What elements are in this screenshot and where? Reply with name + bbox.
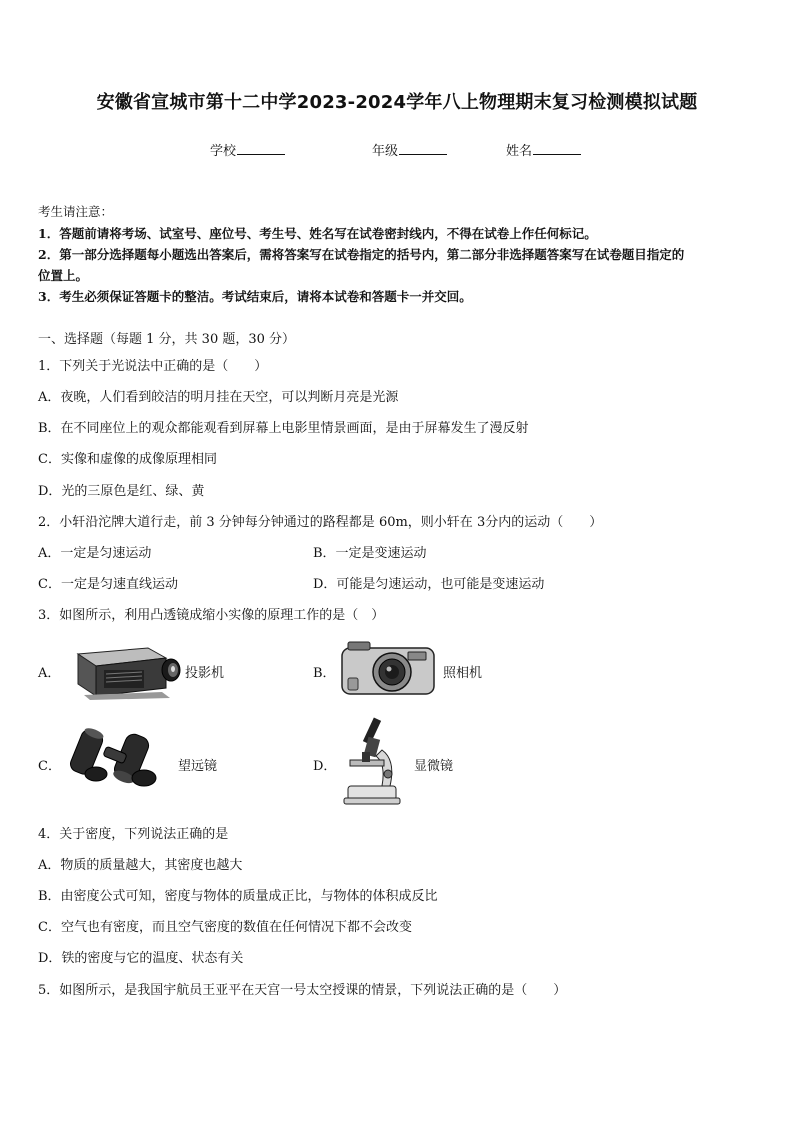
name-label: 姓名 <box>506 144 533 159</box>
q3-option-b-letter: B． <box>313 666 336 681</box>
q2-stem: 2．小轩沿沱牌大道行走，前 3 分钟每分钟通过的路程都是 60m，则小轩在 3分内的运动（ ） <box>38 515 603 530</box>
q1-option-c: C．实像和虚像的成像原理相同 <box>38 452 217 467</box>
name-blank <box>533 142 581 155</box>
q1-stem: 1．下列关于光说法中正确的是（ ） <box>38 359 268 374</box>
camera-image <box>338 638 438 696</box>
note-item-1: 1．答题前请将考场、试室号、座位号、考生号、姓名写在试卷密封线内，不得在试卷上作任何标记。 <box>38 226 597 241</box>
page-title: 安徽省宣城市第十二中学2023-2024学年八上物理期末复习检测模拟试题 <box>96 92 698 113</box>
school-field <box>210 140 285 159</box>
projector-image <box>70 640 185 700</box>
q3-option-c-label: 望远镜 <box>178 759 218 774</box>
q5-stem: 5．如图所示，是我国宇航员王亚平在天宫一号太空授课的情景，下列说法正确的是（ ） <box>38 983 567 998</box>
q3-option-b-label: 照相机 <box>443 666 483 681</box>
q2-option-a: A．一定是匀速运动 <box>38 546 152 561</box>
q4-stem: 4．关于密度，下列说法正确的是 <box>38 827 229 842</box>
binoculars-image <box>66 728 176 788</box>
q2-option-d: D．可能是匀速运动，也可能是变速运动 <box>313 577 545 592</box>
school-label: 学校 <box>210 144 237 159</box>
q2-option-b: B．一定是变速运动 <box>313 546 427 561</box>
note-item-2-cont: 位置上。 <box>38 268 89 283</box>
q3-option-c-letter: C． <box>38 759 61 774</box>
q4-option-a: A．物质的质量越大，其密度也越大 <box>38 858 243 873</box>
q3-stem: 3．如图所示，利用凸透镜成缩小实像的原理工作的是（ ） <box>38 608 385 623</box>
grade-blank <box>399 142 447 155</box>
q3-option-a-letter: A． <box>38 666 61 681</box>
grade-field <box>372 140 447 159</box>
section-heading: 一、选择题（每题 1 分，共 30 题，30 分） <box>38 332 296 347</box>
q4-option-d: D．铁的密度与它的温度、状态有关 <box>38 951 244 966</box>
q1-option-a: A．夜晚，人们看到皎洁的明月挂在天空，可以判断月亮是光源 <box>38 390 399 405</box>
q4-option-b: B．由密度公式可知，密度与物体的质量成正比，与物体的体积成反比 <box>38 889 438 904</box>
name-field <box>506 140 581 159</box>
q1-option-b: B．在不同座位上的观众都能观看到屏幕上电影里情景画面，是由于屏幕发生了漫反射 <box>38 421 529 436</box>
q1-option-d: D．光的三原色是红、绿、黄 <box>38 484 205 499</box>
note-item-2: 2．第一部分选择题每小题选出答案后，需将答案写在试卷指定的括号内，第二部分非选择题答案写在试卷题目指定的 <box>38 247 685 262</box>
grade-label: 年级 <box>372 144 399 159</box>
q3-option-a-label: 投影机 <box>185 666 225 681</box>
school-blank <box>237 142 285 155</box>
note-item-3: 3．考生必须保证答题卡的整洁。考试结束后，请将本试卷和答题卡一并交回。 <box>38 289 472 304</box>
q3-option-d-letter: D． <box>313 759 337 774</box>
q2-option-c: C．一定是匀速直线运动 <box>38 577 178 592</box>
q3-option-d-label: 显微镜 <box>414 759 454 774</box>
notes-heading: 考生请注意： <box>38 204 114 219</box>
q4-option-c: C．空气也有密度，而且空气密度的数值在任何情况下都不会改变 <box>38 920 412 935</box>
microscope-image <box>338 716 410 808</box>
